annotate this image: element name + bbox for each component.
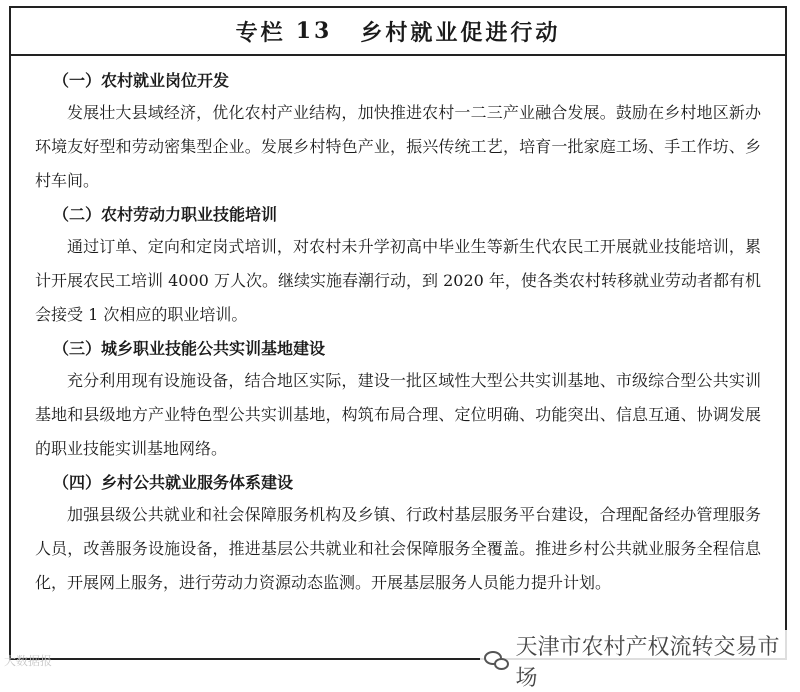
column-title [11,8,785,56]
title-prefix: 专栏 [235,19,286,46]
column-content [11,56,785,600]
section-heading: （四）乡村公共就业服务体系建设 [53,473,294,492]
column-box [9,6,787,660]
section-4 [35,472,761,600]
section-heading: （一）农村就业岗位开发 [53,71,230,90]
watermark-left: 大数据报 [4,654,53,668]
section-heading: （三）城乡职业技能公共实训基地建设 [53,339,326,358]
section-heading: （二）农村劳动力职业技能培训 [53,205,278,224]
section-3 [35,338,761,466]
watermark-right [480,630,800,692]
wechat-icon [484,651,510,671]
section-body: 发展壮大县域经济，优化农村产业结构，加快推进农村一二三产业融合发展。鼓励在乡村地区新办环境友好型和劳动密集型企业。发展乡村特色产业，振兴传统工艺，培育一批家庭工场、手工作坊、乡村车间。 [35,103,761,190]
section-body: 加强县级公共就业和社会保障服务机构及乡镇、行政村基层服务平台建设，合理配备经办管理服务人员，改善服务设施设备，推进基层公共就业和社会保障服务全覆盖。推进乡村公共就业服务全程信息化，开展网上服务，进行劳动力资源动态监测。开展基层服务人员能力提升计划。 [35,505,761,592]
section-body: 充分利用现有设施设备，结合地区实际，建设一批区域性大型公共实训基地、市级综合型公共实训基地和县级地方产业特色型公共实训基地，构筑布局合理、定位明确、功能突出、信息互通、协调发展的职业技能实训基地网络。 [35,371,761,458]
watermark-right-text: 天津市农村产权流转交易市场 [515,635,780,691]
section-1 [35,70,761,198]
title-text: 乡村就业促进行动 [360,19,561,46]
section-2 [35,204,761,332]
title-number: 13 [295,18,333,44]
section-body: 通过订单、定向和定岗式培训，对农村未升学初高中毕业生等新生代农民工开展就业技能培训，累计开展农民工培训 4000 万人次。继续实施春潮行动，到 2020 年，使各类农村转移就业劳动者都有机会接受 1 次相应的职业培训。 [35,237,761,324]
